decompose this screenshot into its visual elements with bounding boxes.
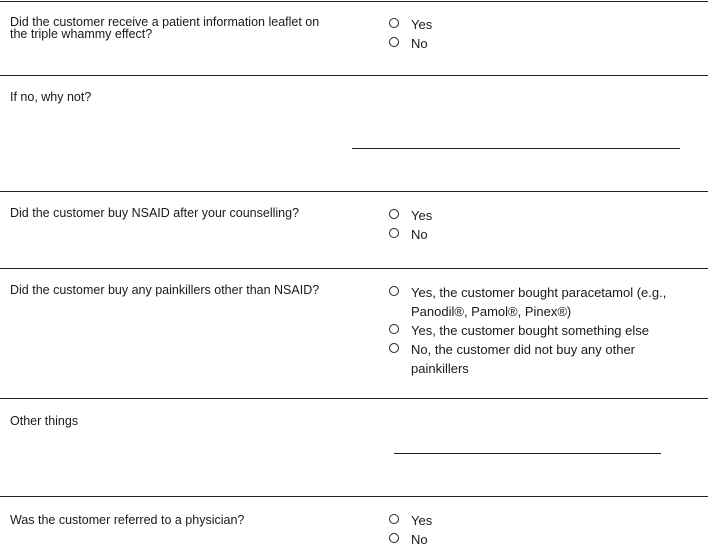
question-other-painkillers: Did the customer buy any painkillers other than NSAID?: [10, 283, 320, 297]
radio-circle-icon[interactable]: [389, 209, 399, 219]
section-divider: [0, 496, 708, 497]
radio-circle-icon[interactable]: [389, 37, 399, 47]
radio-circle-icon[interactable]: [389, 324, 399, 334]
option-yes[interactable]: Yes: [389, 15, 432, 34]
section-divider: [0, 398, 708, 399]
option-yes[interactable]: Yes: [389, 206, 432, 225]
section-divider: [0, 1, 708, 2]
options-bought-nsaid: [389, 206, 432, 244]
radio-circle-icon[interactable]: [389, 533, 399, 543]
question-other-things: Other things: [10, 414, 79, 428]
radio-circle-icon[interactable]: [389, 514, 399, 524]
section-divider: [0, 75, 708, 76]
option-no-other-painkillers[interactable]: No, the customer did not buy any other painkillers: [389, 340, 681, 378]
option-no[interactable]: No: [389, 34, 432, 53]
option-yes-paracetamol[interactable]: Yes, the customer bought paracetamol (e.g., Panodil®, Pamol®, Pinex®): [389, 283, 681, 321]
radio-circle-icon[interactable]: [389, 286, 399, 296]
option-yes[interactable]: Yes: [389, 511, 432, 530]
question-bought-nsaid: Did the customer buy NSAID after your counselling?: [10, 206, 300, 220]
question-leaflet-received: Did the customer receive a patient information leaflet on the triple whammy effect?: [10, 15, 320, 41]
answer-line-other-things[interactable]: [394, 453, 661, 454]
option-no[interactable]: No: [389, 225, 432, 244]
question-referred-physician: Was the customer referred to a physician?: [10, 513, 245, 527]
options-referred-physician: [389, 511, 432, 549]
section-divider: [0, 191, 708, 192]
radio-circle-icon[interactable]: [389, 228, 399, 238]
answer-line-why-not[interactable]: [352, 148, 680, 149]
option-yes-something-else[interactable]: Yes, the customer bought something else: [389, 321, 681, 340]
question-if-no-why-not: If no, why not?: [10, 90, 92, 104]
options-other-painkillers: [389, 283, 681, 378]
option-no[interactable]: No: [389, 530, 432, 549]
radio-circle-icon[interactable]: [389, 18, 399, 28]
section-divider: [0, 268, 708, 269]
options-leaflet-received: [389, 15, 432, 53]
radio-circle-icon[interactable]: [389, 343, 399, 353]
